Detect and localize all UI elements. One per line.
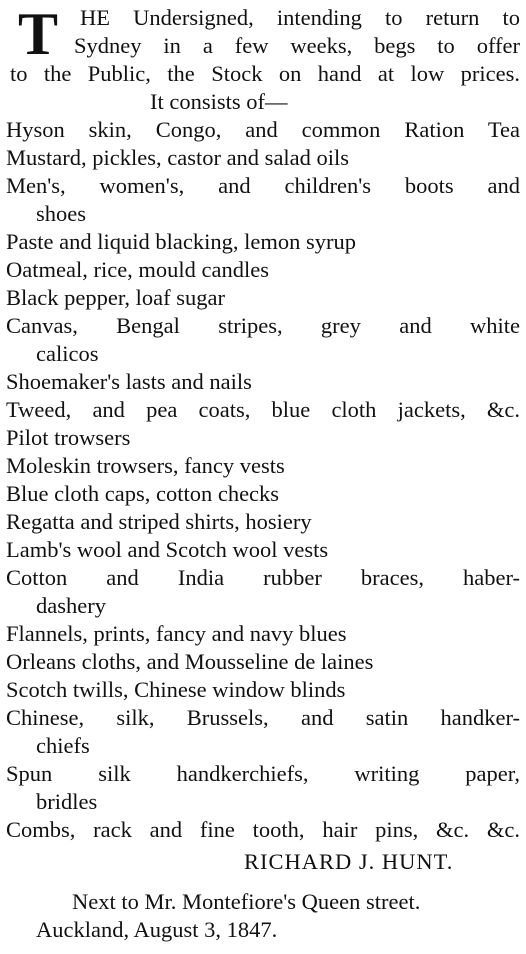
item-line: Canvas, Bengal stripes, grey and white: [6, 313, 520, 338]
intro-line-2: Sydney in a few weeks, begs to offer: [74, 33, 520, 58]
item-line: Moleskin trowsers, fancy vests: [6, 453, 285, 478]
item-line: Mustard, pickles, castor and salad oils: [6, 145, 350, 170]
item-line-continued: dashery: [36, 593, 106, 618]
signature: RICHARD J. HUNT.: [244, 849, 454, 874]
item-line: Shoemaker's lasts and nails: [6, 369, 252, 394]
item-line: Scotch twills, Chinese window blinds: [6, 677, 346, 702]
item-line: Blue cloth caps, cotton checks: [6, 481, 280, 506]
item-line: Black pepper, loaf sugar: [6, 285, 226, 310]
item-line: Spun silk handkerchiefs, writing paper,: [6, 761, 520, 786]
item-line: Pilot trowsers: [6, 425, 131, 450]
drop-cap: T: [18, 1, 59, 67]
item-line: Men's, women's, and children's boots and: [6, 173, 520, 198]
intro-line-1: HE Undersigned, intending to return to: [80, 5, 520, 30]
address-line: Next to Mr. Montefiore's Queen street.: [72, 889, 421, 914]
item-line: Cotton and India rubber braces, haber-: [6, 565, 520, 590]
item-line: Hyson skin, Congo, and common Ration Tea: [6, 117, 520, 142]
item-line-continued: calicos: [36, 341, 99, 366]
item-line: Combs, rack and fine tooth, hair pins, &c. &c.: [6, 817, 520, 842]
item-line-continued: bridles: [36, 789, 98, 814]
item-line: Lamb's wool and Scotch wool vests: [6, 537, 329, 562]
consists-of-heading: It consists of—: [150, 89, 288, 114]
item-line: Regatta and striped shirts, hosiery: [6, 509, 312, 534]
item-line: Tweed, and pea coats, blue cloth jackets, &c.: [6, 397, 520, 422]
item-line: Orleans cloths, and Mousseline de laines: [6, 649, 374, 674]
item-line: Oatmeal, rice, mould candles: [6, 257, 270, 282]
item-line: Flannels, prints, fancy and navy blues: [6, 621, 347, 646]
item-line: Chinese, silk, Brussels, and satin handker-: [6, 705, 520, 730]
item-line-continued: shoes: [36, 201, 86, 226]
intro-line-3: to the Public, the Stock on hand at low prices.: [10, 61, 520, 86]
dateline: Auckland, August 3, 1847.: [36, 917, 278, 942]
item-line-continued: chiefs: [36, 733, 90, 758]
item-line: Paste and liquid blacking, lemon syrup: [6, 229, 356, 254]
